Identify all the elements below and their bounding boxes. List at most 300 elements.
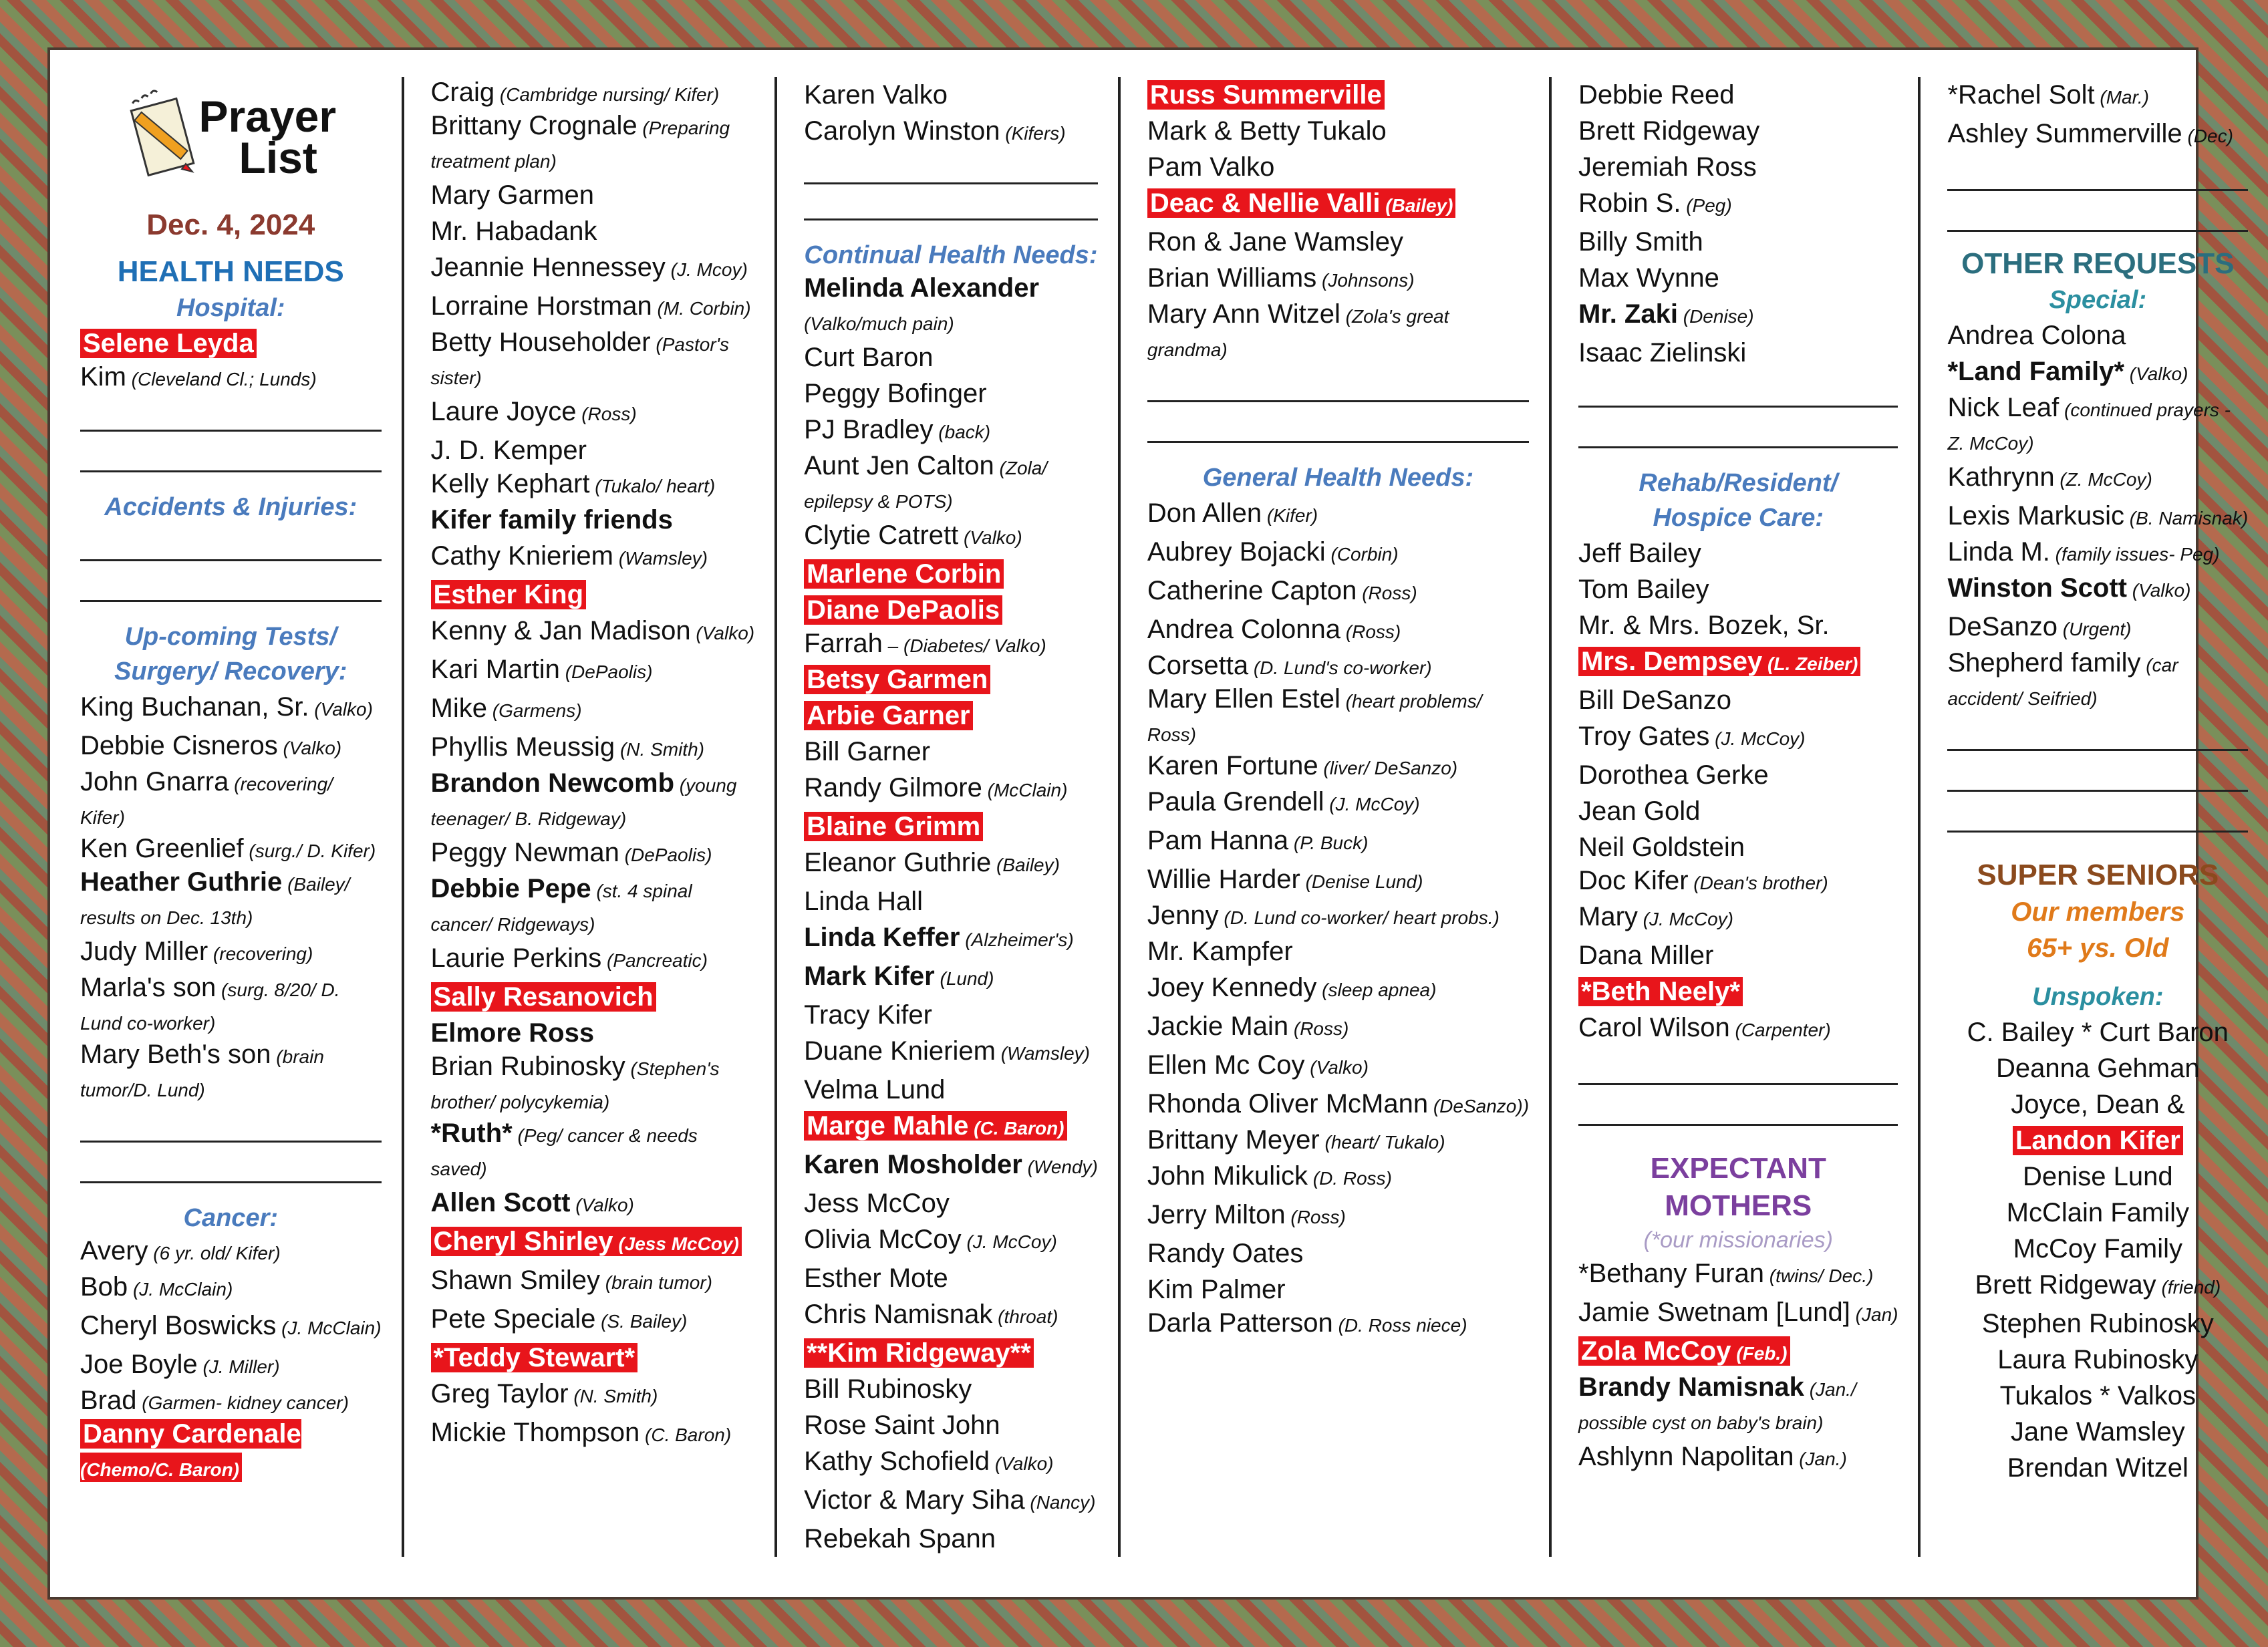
item-note: – (Diabetes/ Valko) xyxy=(882,635,1046,656)
name-group xyxy=(1147,152,1274,182)
item-note: (Jan) xyxy=(1850,1304,1898,1325)
item-name: McClain Family xyxy=(2006,1198,2189,1227)
item-name: Karen Fortune xyxy=(1147,751,1318,780)
blank-line xyxy=(80,399,382,432)
item-name: Darla Patterson xyxy=(1147,1308,1333,1338)
item-name: Isaac Zielinski xyxy=(1578,338,1747,367)
item-name: Peggy Bofinger xyxy=(804,379,987,408)
list-item xyxy=(1578,1439,1898,1477)
blank-line xyxy=(1947,199,2248,232)
name-group xyxy=(1947,573,2127,603)
list-item xyxy=(1947,609,2248,647)
name-group xyxy=(1147,651,1248,680)
list-item xyxy=(1947,116,2248,154)
item-note: (Jan.) xyxy=(1794,1449,1847,1469)
name-group xyxy=(1578,575,1709,604)
list-item xyxy=(1578,224,1898,260)
item-note: (Carpenter) xyxy=(1729,1020,1831,1040)
item-name: Corsetta xyxy=(1147,651,1249,680)
item-name: Farrah xyxy=(804,629,883,658)
item-name: DeSanzo xyxy=(1947,612,2058,641)
list-item xyxy=(80,1235,382,1269)
item-name: Eleanor Guthrie xyxy=(804,848,992,877)
item-name: Marlene Corbin xyxy=(807,559,1002,589)
name-group xyxy=(431,943,602,973)
rehab-heading-2: Hospice Care: xyxy=(1653,504,1824,532)
item-name: Aunt Jen Calton xyxy=(804,451,994,480)
blank-line xyxy=(804,156,1098,184)
item-name: Heather Guthrie xyxy=(80,867,283,897)
item-name: *Beth Neely* xyxy=(1581,977,1740,1006)
logo xyxy=(80,77,382,197)
list-item xyxy=(1947,1231,2248,1267)
list-item xyxy=(1947,498,2248,537)
item-name: Mark & Betty Tukalo xyxy=(1147,116,1387,146)
list-item xyxy=(431,979,755,1015)
list-item xyxy=(1147,822,1529,861)
blank-line xyxy=(1578,1052,1898,1085)
name-group xyxy=(431,216,597,246)
item-name: Pam Valko xyxy=(1147,152,1275,182)
expectant-list-end xyxy=(1947,77,2248,154)
highlighted-name xyxy=(804,559,1004,589)
list-item xyxy=(1947,537,2248,570)
list-item xyxy=(804,339,1098,376)
name-group xyxy=(80,362,126,392)
list-item xyxy=(804,770,1098,808)
item-note: (heart/ Tukalo) xyxy=(1319,1132,1445,1153)
list-item xyxy=(1578,185,1898,224)
blank-line xyxy=(80,1151,382,1183)
special-heading: Special: xyxy=(2049,286,2147,314)
name-group xyxy=(1967,1018,2229,1047)
item-note: (Feb.) xyxy=(1731,1343,1788,1364)
name-group xyxy=(804,737,930,766)
list-item xyxy=(1947,1378,2248,1414)
name-group xyxy=(431,732,615,762)
highlighted-name xyxy=(804,665,990,694)
list-item xyxy=(1578,757,1898,793)
general-heading: General Health Needs: xyxy=(1202,464,1474,492)
item-name: *Rachel Solt xyxy=(1947,80,2095,110)
item-name: Laura Rubinosky xyxy=(1997,1345,2199,1374)
item-note: (Denise) xyxy=(1677,306,1754,327)
item-note: (J. McCoy) xyxy=(1709,728,1806,749)
item-name: Linda Hall xyxy=(804,887,923,916)
item-name: Chris Namisnak xyxy=(804,1300,993,1329)
list-item xyxy=(804,273,1098,339)
list-item xyxy=(1147,750,1529,784)
item-name: Billy Smith xyxy=(1578,227,1703,257)
item-note: (Kifers) xyxy=(1000,123,1066,144)
item-name: Craig xyxy=(430,78,495,107)
item-note: (Bailey) xyxy=(991,855,1060,875)
list-item xyxy=(1578,335,1898,371)
item-name: Kelly Kephart xyxy=(430,469,590,498)
item-name: Kathy Schofield xyxy=(804,1447,990,1476)
name-group xyxy=(1147,1275,1286,1304)
item-name: Brandy Namisnak xyxy=(1578,1372,1804,1402)
rehab-heading-1: Rehab/Resident/ xyxy=(1639,469,1838,497)
item-name: **Kim Ridgeway** xyxy=(807,1338,1031,1368)
list-item xyxy=(431,729,755,768)
item-note: (brain tumor/D. Lund) xyxy=(80,1046,324,1100)
item-name: Paula Grendell xyxy=(1147,787,1324,816)
name-group xyxy=(804,1075,945,1104)
item-name: Rose Saint John xyxy=(804,1410,1000,1440)
name-group xyxy=(804,1410,1000,1440)
item-note: (J. McClain) xyxy=(276,1318,382,1338)
list-item xyxy=(431,873,755,940)
item-note: (Valko) xyxy=(277,738,342,758)
item-name: Melinda Alexander xyxy=(804,273,1040,303)
list-item xyxy=(80,1308,382,1346)
item-name: Denise Lund xyxy=(2023,1162,2173,1191)
name-group xyxy=(804,520,958,550)
item-name: Mr. & Mrs. Bozek, Sr. xyxy=(1578,611,1830,640)
item-note: (C. Baron) xyxy=(640,1425,732,1445)
name-group xyxy=(431,655,560,684)
blank-line xyxy=(804,192,1098,221)
item-name: Joyce, Dean & xyxy=(2011,1090,2185,1119)
list-item xyxy=(80,689,382,728)
list-item xyxy=(1578,607,1898,643)
name-group xyxy=(1578,611,1830,640)
item-name: Blaine Grimm xyxy=(807,812,981,841)
name-group xyxy=(431,1188,571,1217)
missionaries-note: (*our missionaries) xyxy=(1643,1227,1833,1253)
name-group xyxy=(1578,866,1689,895)
item-name: Mary Beth's son xyxy=(80,1040,271,1069)
name-group xyxy=(1147,1089,1428,1118)
name-group xyxy=(1578,299,1678,329)
item-note: (Kifer) xyxy=(1262,505,1318,526)
name-group xyxy=(1147,973,1317,1002)
item-note: (D. Lund co-worker/ heart probs.) xyxy=(1218,907,1500,928)
item-note: (Johnsons) xyxy=(1316,270,1415,291)
name-group xyxy=(80,767,229,796)
item-name: Linda Keffer xyxy=(804,923,960,952)
item-note: (Garmens) xyxy=(486,700,582,721)
item-note: (L. Zeiber) xyxy=(1762,653,1858,674)
name-group xyxy=(804,1524,996,1553)
item-name: Jane Wamsley xyxy=(2010,1417,2185,1447)
list-item xyxy=(804,556,1098,592)
name-group xyxy=(804,629,883,658)
name-group xyxy=(804,379,987,408)
item-note: (Ross) xyxy=(576,404,637,424)
list-item xyxy=(80,1385,382,1418)
list-item xyxy=(1578,718,1898,757)
item-name: *Ruth* xyxy=(430,1118,513,1148)
list-item xyxy=(804,919,1098,958)
list-item xyxy=(431,502,755,538)
item-note: (Mar.) xyxy=(2094,87,2149,108)
item-name: King Buchanan, Sr. xyxy=(80,692,309,722)
item-note: (D. Lund's co-worker) xyxy=(1248,657,1432,678)
blank-line xyxy=(80,529,382,561)
item-name: Doc Kifer xyxy=(1578,866,1689,895)
item-name: Dorothea Gerke xyxy=(1578,760,1769,790)
list-item xyxy=(1578,1372,1898,1439)
highlighted-name xyxy=(431,1343,638,1372)
name-group xyxy=(1578,796,1700,826)
continual-list-end xyxy=(1147,77,1529,365)
name-group xyxy=(804,1263,948,1293)
list-item xyxy=(80,766,382,833)
list-item xyxy=(804,1335,1098,1371)
list-item xyxy=(431,1414,755,1453)
item-note: (Jan./ possible cyst on baby's brain) xyxy=(1578,1379,1856,1433)
item-note: (young teenager/ B. Ridgeway) xyxy=(430,775,737,829)
blank-line xyxy=(1578,1093,1898,1126)
highlighted-name xyxy=(1578,1336,1790,1366)
item-name: Mr. Zaki xyxy=(1578,299,1678,329)
item-note: (back) xyxy=(933,422,991,442)
item-note: (Valko) xyxy=(990,1453,1054,1474)
name-group xyxy=(431,1052,625,1081)
logo-title: Prayer List xyxy=(198,92,337,182)
list-item xyxy=(804,628,1098,661)
item-note: (N. Smith) xyxy=(568,1386,658,1406)
item-note: (Ross) xyxy=(1285,1207,1346,1227)
name-group xyxy=(2007,1198,2189,1227)
list-item xyxy=(804,808,1098,845)
item-note: (Lund) xyxy=(934,968,994,989)
item-name: Duane Knieriem xyxy=(804,1036,996,1066)
blank-line xyxy=(1947,759,2248,792)
item-note: (Stephen's brother/ polycykemia) xyxy=(430,1058,720,1112)
item-note: (Pastor's sister) xyxy=(430,334,729,388)
list-item xyxy=(431,288,755,327)
highlighted-name xyxy=(1147,188,1456,218)
name-group xyxy=(804,273,1039,303)
name-group xyxy=(804,1374,972,1404)
list-item xyxy=(431,110,755,177)
item-note: (Corbin) xyxy=(1325,544,1399,565)
item-name: Elmore Ross xyxy=(430,1018,595,1048)
list-item xyxy=(1147,1086,1529,1125)
item-note: (J. McClain) xyxy=(128,1279,233,1300)
list-item xyxy=(431,249,755,288)
item-name: Andrea Colonna xyxy=(1147,615,1340,644)
item-note: (Cambridge nursing/ Kifer) xyxy=(494,84,720,105)
item-note: (Ross) xyxy=(1340,621,1401,642)
item-name: Kenny & Jan Madison xyxy=(430,616,691,645)
item-name: Kim Palmer xyxy=(1147,1275,1286,1304)
name-group xyxy=(1975,1270,2156,1300)
expectant-list xyxy=(1578,1255,1898,1477)
item-note: (Preparing treatment plan) xyxy=(430,118,730,172)
list-item xyxy=(1578,1294,1898,1333)
highlighted-name xyxy=(1578,647,1860,676)
name-group xyxy=(431,1265,600,1295)
highlighted-name xyxy=(804,1338,1034,1368)
list-item xyxy=(1947,353,2248,392)
item-name: Jamie Swetnam [Lund] xyxy=(1578,1298,1850,1327)
list-item xyxy=(80,1418,382,1485)
item-name: Randy Oates xyxy=(1147,1239,1304,1268)
list-item xyxy=(804,1147,1098,1185)
list-item xyxy=(431,1376,755,1414)
name-group xyxy=(804,1036,996,1066)
name-group xyxy=(80,1386,137,1415)
name-group xyxy=(80,1350,198,1379)
item-note: (Bailey/ results on Dec. 13th) xyxy=(80,874,350,928)
name-group xyxy=(431,616,691,645)
list-item xyxy=(80,325,382,361)
item-name: Dana Miller xyxy=(1578,941,1714,970)
name-group xyxy=(1578,188,1681,218)
name-group xyxy=(431,1118,513,1148)
name-group xyxy=(1578,263,1719,293)
item-name: Brian Williams xyxy=(1147,263,1317,293)
list-item xyxy=(1578,899,1898,937)
item-name: Deac & Nellie Valli xyxy=(1149,188,1381,218)
name-group xyxy=(1578,80,1735,110)
name-group xyxy=(1147,751,1318,780)
name-group xyxy=(1578,116,1759,146)
item-name: Olivia McCoy xyxy=(804,1225,962,1254)
list-item xyxy=(1947,1450,2248,1486)
list-item xyxy=(1947,1086,2248,1122)
name-group xyxy=(1578,539,1701,568)
highlighted-name xyxy=(431,982,656,1012)
list-item xyxy=(804,517,1098,556)
item-name: Mark Kifer xyxy=(804,961,935,991)
list-item xyxy=(804,1296,1098,1335)
cancer-heading: Cancer: xyxy=(183,1204,279,1232)
name-group xyxy=(1996,1054,2200,1083)
item-name: Betty Householder xyxy=(430,327,651,357)
list-item xyxy=(804,412,1098,450)
item-name: Bill Garner xyxy=(804,737,931,766)
date: Dec. 4, 2024 xyxy=(146,208,315,241)
name-group xyxy=(1147,227,1403,257)
health-needs-heading: HEALTH NEEDS xyxy=(117,255,344,288)
item-name: Lexis Markusic xyxy=(1947,501,2124,531)
list-item xyxy=(1947,317,2248,353)
list-item xyxy=(431,1015,755,1051)
item-note: (B. Namisnak) xyxy=(2124,508,2249,529)
name-group xyxy=(80,692,309,722)
item-name: Marge Mahle xyxy=(807,1111,969,1141)
item-name: Landon Kifer xyxy=(2015,1126,2180,1155)
item-note: (6 yr. old/ Kifer) xyxy=(148,1243,281,1263)
item-name: Karen Mosholder xyxy=(804,1150,1022,1179)
item-name: Russ Summerville xyxy=(1149,80,1382,110)
item-name: Randy Gilmore xyxy=(804,773,982,802)
name-group xyxy=(1578,227,1703,257)
name-group xyxy=(431,180,595,210)
name-group xyxy=(804,1000,932,1030)
list-item xyxy=(1947,1159,2248,1195)
item-name: Debbie Reed xyxy=(1578,80,1735,110)
item-name: Deanna Gehman xyxy=(1995,1054,2200,1083)
item-note: (car accident/ Seifried) xyxy=(1947,655,2178,709)
name-group xyxy=(804,773,982,802)
name-group xyxy=(1578,941,1713,970)
list-item xyxy=(1578,643,1898,682)
name-group xyxy=(431,78,495,107)
item-name: Kim xyxy=(80,362,126,392)
tests-heading-1: Up-coming Tests/ xyxy=(124,623,337,651)
blank-line xyxy=(1578,375,1898,408)
item-name: Neil Goldstein xyxy=(1578,833,1745,862)
name-group xyxy=(1147,937,1293,966)
item-name: Mr. Kampfer xyxy=(1147,937,1293,966)
list-item xyxy=(1147,534,1529,573)
list-item xyxy=(1947,459,2248,498)
name-group xyxy=(80,1040,271,1069)
item-note: (Chemo/C. Baron) xyxy=(80,1459,239,1480)
name-group xyxy=(2023,1162,2173,1191)
list-item xyxy=(1947,392,2248,459)
list-item xyxy=(431,432,755,468)
list-item xyxy=(804,997,1098,1033)
item-note: (Ross) xyxy=(1288,1018,1349,1039)
highlighted-name xyxy=(804,595,1002,625)
item-name: Shepherd family xyxy=(1947,648,2141,678)
item-note: (throat) xyxy=(992,1306,1058,1327)
item-note: (sleep apnea) xyxy=(1316,980,1437,1000)
list-item xyxy=(804,376,1098,412)
name-group xyxy=(1147,901,1219,930)
name-group xyxy=(1578,1372,1804,1402)
name-group xyxy=(804,961,935,991)
name-group xyxy=(1147,1012,1288,1041)
name-group xyxy=(1578,722,1709,751)
column-6 xyxy=(1921,77,2268,1557)
name-group xyxy=(1147,787,1324,816)
hospital-heading: Hospital: xyxy=(176,294,285,322)
name-group xyxy=(1147,576,1357,605)
item-name: Velma Lund xyxy=(804,1075,946,1104)
name-group xyxy=(1578,1013,1730,1042)
list-item xyxy=(1947,1306,2248,1342)
list-item xyxy=(431,651,755,690)
expectant-heading-2: MOTHERS xyxy=(1665,1189,1812,1222)
item-name: Andrea Colona xyxy=(1947,321,2126,350)
name-group xyxy=(1147,263,1316,293)
list-item xyxy=(804,1260,1098,1296)
name-group xyxy=(431,291,652,321)
list-item xyxy=(804,661,1098,698)
name-group xyxy=(1147,1161,1308,1191)
list-item xyxy=(1578,149,1898,185)
hospital-list xyxy=(80,325,382,395)
name-group xyxy=(431,768,674,798)
blank-line xyxy=(80,569,382,602)
name-group xyxy=(431,1018,595,1048)
list-item xyxy=(1147,684,1529,750)
item-name: Carol Wilson xyxy=(1578,1013,1730,1042)
list-item xyxy=(804,113,1098,152)
item-name: Peggy Newman xyxy=(430,838,619,867)
item-name: Debbie Pepe xyxy=(430,874,591,903)
item-name: Joe Boyle xyxy=(80,1350,198,1379)
name-group xyxy=(431,327,651,357)
item-name: Catherine Capton xyxy=(1147,576,1357,605)
item-name: Brandon Newcomb xyxy=(430,768,675,798)
item-name: Mary Ellen Estel xyxy=(1147,684,1340,714)
list-item xyxy=(804,1443,1098,1482)
name-group xyxy=(1982,1309,2214,1338)
item-name: Ron & Jane Wamsley xyxy=(1147,227,1403,257)
item-name: Mary xyxy=(1578,902,1638,931)
item-name: Brittany Crognale xyxy=(430,111,637,140)
item-name: Carolyn Winston xyxy=(804,116,1000,146)
